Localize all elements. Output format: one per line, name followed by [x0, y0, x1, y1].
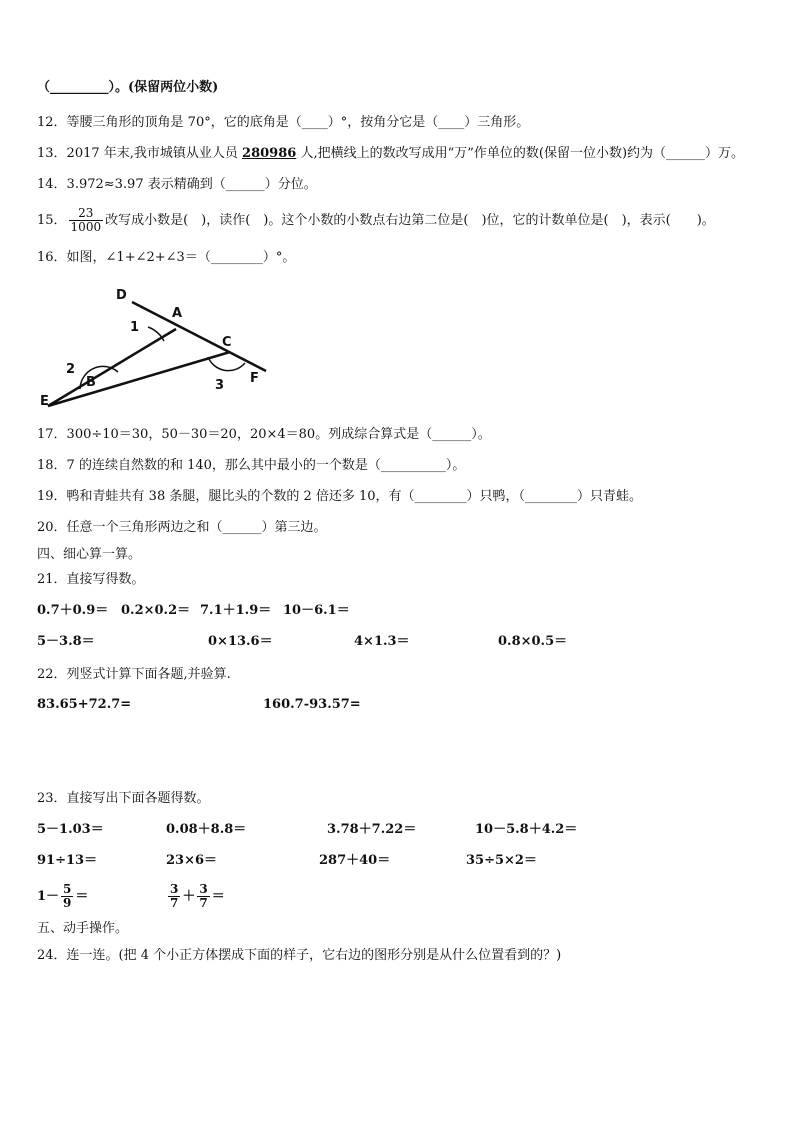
plus-sign: ＋ [182, 889, 196, 904]
question-20: 20．任意一个三角形两边之和（______）第三边。 [37, 520, 327, 535]
angle-figure [40, 285, 280, 415]
numerator: 3 [170, 882, 179, 896]
q21-item: 5－3.8＝ [37, 634, 95, 649]
question-13 [37, 146, 744, 162]
fraction [61, 883, 73, 910]
q23-fraction-item [37, 882, 88, 912]
question-19: 19．鸭和青蛙共有 38 条腿，腿比头的个数的 2 倍还多 10，有（________）只鸭，（________）只青蛙。 [37, 489, 643, 504]
q21-item: 4×1.3＝ [354, 634, 410, 649]
question-12: 12．等腰三角形的顶角是 70°，它的底角是（____）°，按角分它是（____）三角形。 [37, 115, 530, 130]
question-14: 14．3.972≈3.97 表示精确到（______）分位。 [37, 177, 317, 192]
q21-item: 7.1＋1.9＝ [200, 603, 272, 618]
question-15 [37, 207, 715, 234]
denominator: 9 [63, 896, 72, 910]
section-5-heading: 五、动手操作。 [37, 921, 129, 936]
question-23: 23．直接写出下面各题得数。 [37, 791, 210, 806]
q13-number: 280986 [242, 146, 297, 161]
q15-pre: 15． [37, 213, 67, 228]
label-F: F [250, 371, 259, 386]
fraction [197, 883, 209, 910]
denominator: 7 [199, 896, 208, 910]
q21-item: 0×13.6＝ [208, 634, 273, 649]
angle-label-2: 2 [66, 362, 76, 377]
q23-item: 91÷13＝ [37, 853, 98, 868]
q23-item: 0.08＋8.8＝ [166, 822, 247, 837]
section-4-heading: 四、细心算一算。 [37, 547, 142, 562]
q23-item: 10－5.8＋4.2＝ [475, 822, 578, 837]
prev-answer-line: （_________）。(保留两位小数) [37, 80, 219, 95]
question-21: 21．直接写得数。 [37, 572, 145, 587]
label-B: B [86, 375, 96, 390]
question-24: 24．连一连。(把 4 个小正方体摆成下面的样子，它右边的图形分别是从什么位置看到的？) [37, 948, 562, 963]
q21-item: 0.8×0.5＝ [498, 634, 568, 649]
angle-label-3: 3 [215, 378, 225, 393]
q13-post: 人,把横线上的数改写成用“万”作单位的数(保留一位小数)约为（______）万。 [296, 146, 745, 161]
q23-item: 23×6＝ [166, 853, 218, 868]
denominator: 7 [170, 896, 179, 910]
question-22: 22．列竖式计算下面各题,并验算. [37, 667, 231, 682]
q13-pre: 13．2017 年末,我市城镇从业人员 [37, 146, 243, 161]
line-ebc [48, 352, 230, 406]
q21-item: 0.2×0.2＝ [121, 603, 191, 618]
q21-item: 0.7＋0.9＝ [37, 603, 109, 618]
q23-r3b-tail: ＝ [211, 889, 225, 904]
q15-numerator: 23 [69, 207, 104, 221]
q23-item: 5－1.03＝ [37, 822, 104, 837]
q23-item: 3.78＋7.22＝ [327, 822, 417, 837]
q23-item: 287＋40＝ [319, 853, 391, 868]
angle-label-1: 1 [130, 320, 140, 335]
q22-item: 83.65+72.7= [37, 697, 132, 712]
label-E: E [40, 394, 49, 409]
fraction [168, 883, 180, 910]
q23-r3a-lead: 1－ [37, 889, 60, 904]
question-18: 18．7 的连续自然数的和 140，那么其中最小的一个数是（__________）。 [37, 458, 466, 473]
q15-post: 改写成小数是( )，读作( )。这个小数的小数点右边第二位是( )位，它的计数单位是( )，表示( )。 [105, 213, 715, 228]
numerator: 5 [63, 882, 72, 896]
q23-item: 35÷5×2＝ [466, 853, 537, 868]
q23-r3a-tail: ＝ [75, 889, 89, 904]
q22-item: 160.7-93.57= [263, 697, 361, 712]
q15-fraction [69, 207, 104, 234]
angle-3-arc [208, 357, 245, 371]
numerator: 3 [199, 882, 208, 896]
q15-denominator: 1000 [70, 220, 102, 234]
question-17: 17．300÷10＝30，50－30＝20，20×4＝80。列成综合算式是（______）。 [37, 427, 491, 442]
question-16: 16．如图，∠1+∠2+∠3＝（________）°。 [37, 250, 296, 265]
label-D: D [116, 288, 127, 303]
label-A: A [172, 306, 183, 321]
q21-item: 10－6.1＝ [283, 603, 350, 618]
q23-fraction-item [166, 882, 225, 912]
label-C: C [222, 335, 232, 350]
